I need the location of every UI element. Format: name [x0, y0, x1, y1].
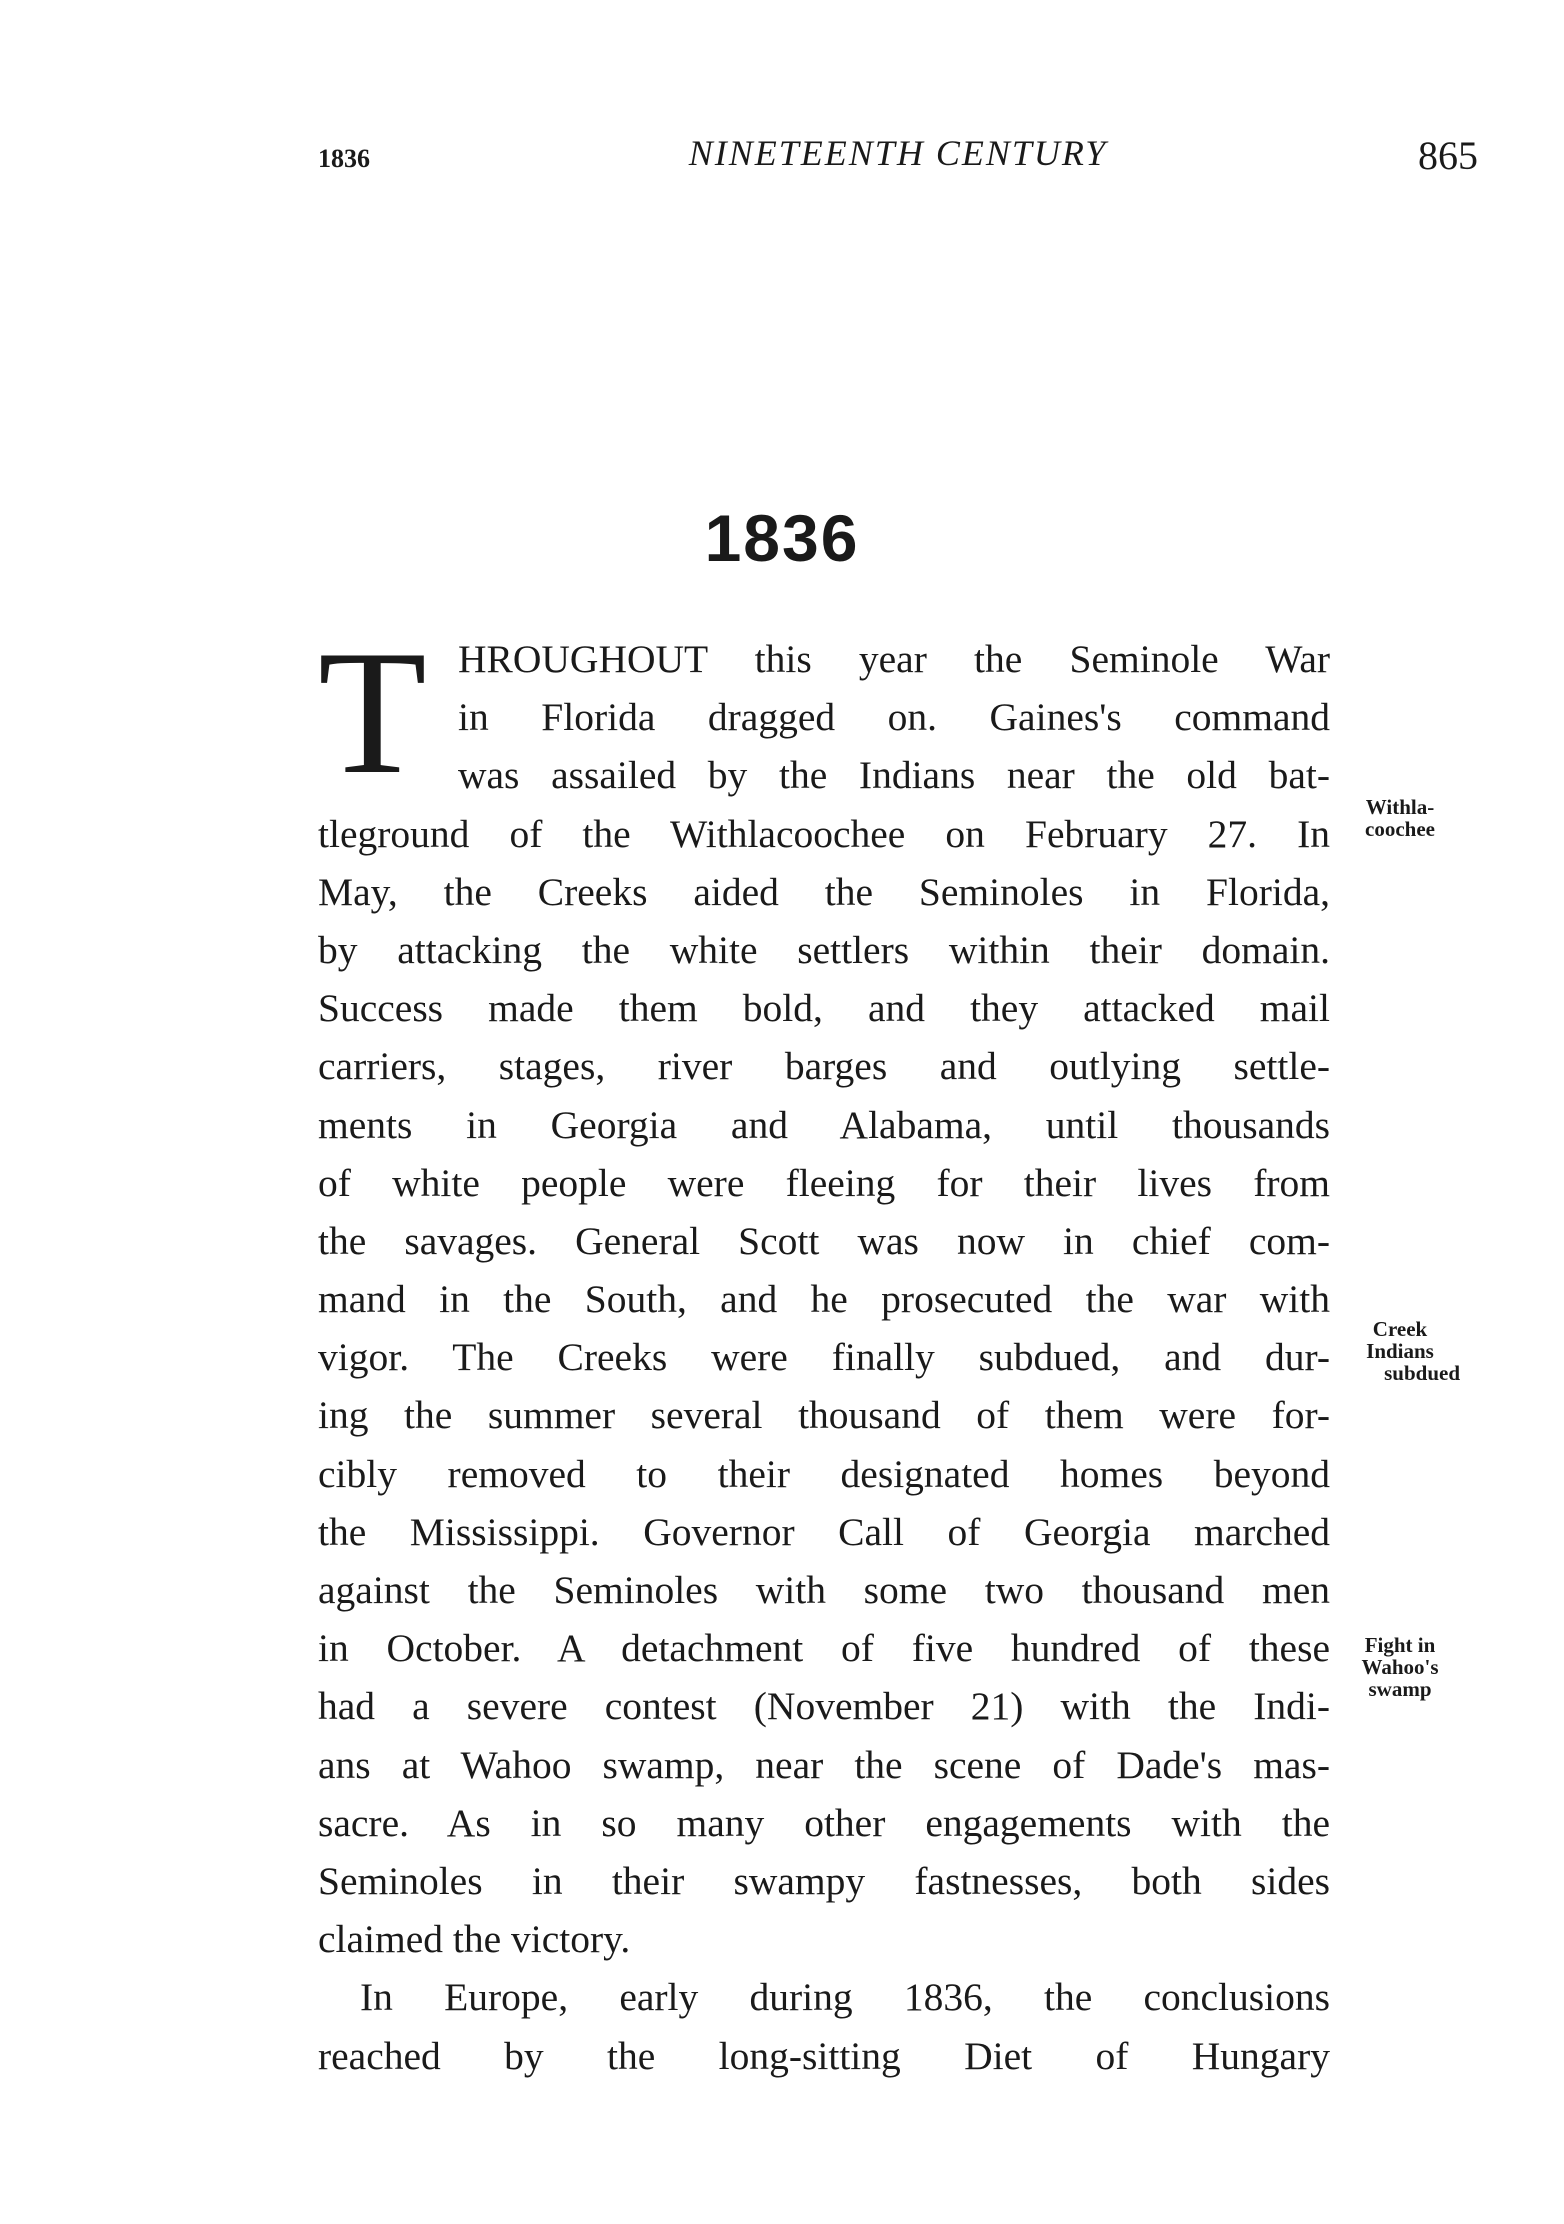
text-line: Success made them bold, and they attacked mail	[318, 986, 1330, 1031]
text-line: tleground of the Withlacoochee on February 27. In	[318, 811, 1330, 856]
text-line: in Florida dragged on. Gaines's command	[458, 695, 1330, 740]
text-line: claimed the victory.	[318, 1917, 631, 1962]
text-line: HROUGHOUT this year the Seminole War	[458, 637, 1330, 681]
margin-note-withlacoochee	[1340, 796, 1460, 840]
paragraph-1	[318, 613, 1330, 1968]
text-line: ments in Georgia and Alabama, until thousands	[318, 1102, 1330, 1147]
margin-note-line: Withla-	[1365, 795, 1435, 819]
margin-note-wahoo-swamp	[1340, 1634, 1460, 1700]
margin-note-line: Indians	[1366, 1339, 1434, 1363]
text-line: sacre. As in so many other engagements with the	[318, 1800, 1330, 1845]
text-line: ans at Wahoo swamp, near the scene of Dade's mas-	[318, 1742, 1330, 1787]
text-line: Seminoles in their swampy fastnesses, both sides	[318, 1858, 1330, 1903]
paragraph-2	[318, 1968, 1330, 2084]
text-line: mand in the South, and he prosecuted the war with	[318, 1277, 1330, 1322]
drop-cap: T	[318, 613, 427, 811]
text-line: In Europe, early during 1836, the conclusions	[360, 1975, 1330, 2020]
text-line: the Mississippi. Governor Call of Georgia marched	[318, 1509, 1330, 1554]
body-text	[318, 613, 1330, 2085]
text-line: was assailed by the Indians near the old bat-	[458, 753, 1330, 798]
chapter-title: 1836	[704, 501, 860, 575]
text-line: vigor. The Creeks were finally subdued, and dur-	[318, 1335, 1330, 1380]
margin-note-creek-indians	[1340, 1318, 1460, 1384]
text-line: cibly removed to their designated homes beyond	[318, 1451, 1330, 1496]
margin-note-line: Fight in	[1364, 1633, 1436, 1657]
text-line: reached by the long-sitting Diet of Hungary	[318, 2033, 1330, 2078]
text-line: by attacking the white settlers within their domain.	[318, 927, 1330, 972]
text-line: of white people were fleeing for their lives from	[318, 1160, 1330, 1205]
text-line: May, the Creeks aided the Seminoles in Florida,	[318, 869, 1330, 914]
text-line: in October. A detachment of five hundred of these	[318, 1626, 1330, 1671]
margin-note-line: subdued	[1384, 1361, 1460, 1385]
page-number: 865	[1418, 133, 1478, 178]
running-head	[318, 132, 1478, 192]
text-line: carriers, stages, river barges and outlying settle-	[318, 1044, 1330, 1089]
text-line: against the Seminoles with some two thousand men	[318, 1568, 1330, 1612]
margin-note-line: swamp	[1368, 1677, 1432, 1701]
margin-note-line: Wahoo's	[1361, 1655, 1439, 1679]
running-head-year: 1836	[318, 144, 370, 173]
margin-note-line: Creek	[1372, 1317, 1428, 1341]
running-head-title: NINETEENTH CENTURY	[688, 133, 1108, 173]
text-line: the savages. General Scott was now in chief com-	[318, 1218, 1330, 1263]
text-line: had a severe contest (November 21) with the Indi-	[318, 1684, 1330, 1729]
text-line: ing the summer several thousand of them were for-	[318, 1393, 1330, 1438]
margin-note-line: coochee	[1365, 817, 1435, 841]
